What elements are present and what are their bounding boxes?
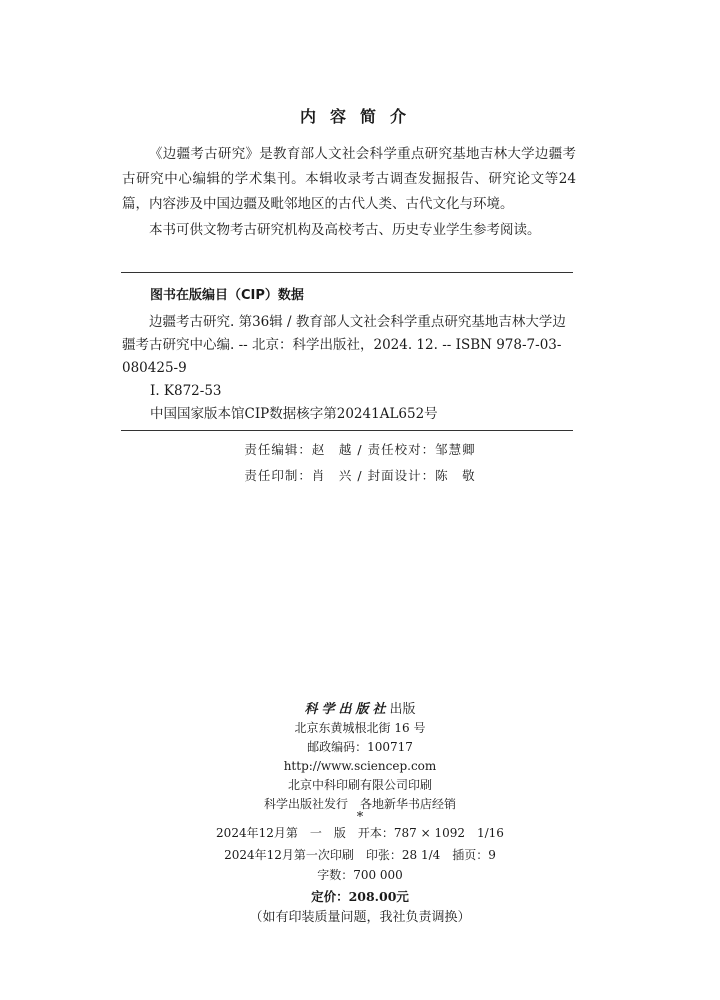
cip-bottom-rule (121, 430, 573, 431)
cip-heading: 图书在版编目（CIP）数据 (150, 288, 304, 303)
publish-label: 出版 (389, 702, 416, 717)
printing-info: 2024年12月第一次印刷 印张：28 1/4 插页：9 (224, 848, 496, 862)
separator-star: * (356, 810, 364, 825)
publisher-address: 北京东黄城根北街 16 号 (294, 721, 426, 735)
cip-top-rule (121, 272, 573, 273)
price: 定价：208.00元 (311, 889, 409, 904)
postcode: 邮政编码：100717 (307, 740, 413, 754)
cip-record-number: 中国国家版本馆CIP数据核字第20241AL652号 (150, 406, 438, 422)
publisher-name: 科学出版社 (304, 702, 390, 717)
intro-paragraph-2: 本书可供文物考古研究机构及高校考古、历史专业学生参考阅读。 (149, 222, 541, 238)
distribution: 科学出版社发行 各地新华书店经销 (263, 797, 456, 811)
page-title: 内容简介 (299, 107, 420, 126)
edition-info: 2024年12月第 一 版 开本：787 × 1092 1/16 (216, 826, 504, 840)
production-credits: 责任印制：肖 兴 / 封面设计：陈 敬 (244, 468, 476, 483)
publisher-line (0, 700, 720, 719)
printer: 北京中科印刷有限公司印刷 (287, 778, 432, 792)
publisher-url: http://www.sciencep.com (283, 759, 437, 773)
cip-entry: 边疆考古研究. 第36辑 / 教育部人文社会科学重点研究基地吉林大学边疆考古研究中心编. -- 北京：科学出版社，2024. 12. -- ISBN 978-7-03-080425-9 (122, 314, 566, 376)
word-count: 字数：700 000 (317, 868, 403, 882)
cip-classification: Ⅰ. K872-53 (150, 383, 222, 399)
quality-notice: （如有印装质量问题，我社负责调换） (249, 910, 471, 925)
editor-credits: 责任编辑：赵 越 / 责任校对：邹慧卿 (244, 442, 476, 457)
intro-paragraph-1: 《边疆考古研究》是教育部人文社会科学重点研究基地吉林大学边疆考古研究中心编辑的学术集刊。本辑收录考古调查发掘报告、研究论文等24篇，内容涉及中国边疆及毗邻地区的古代人类、古代文化与环境。 (122, 146, 576, 212)
